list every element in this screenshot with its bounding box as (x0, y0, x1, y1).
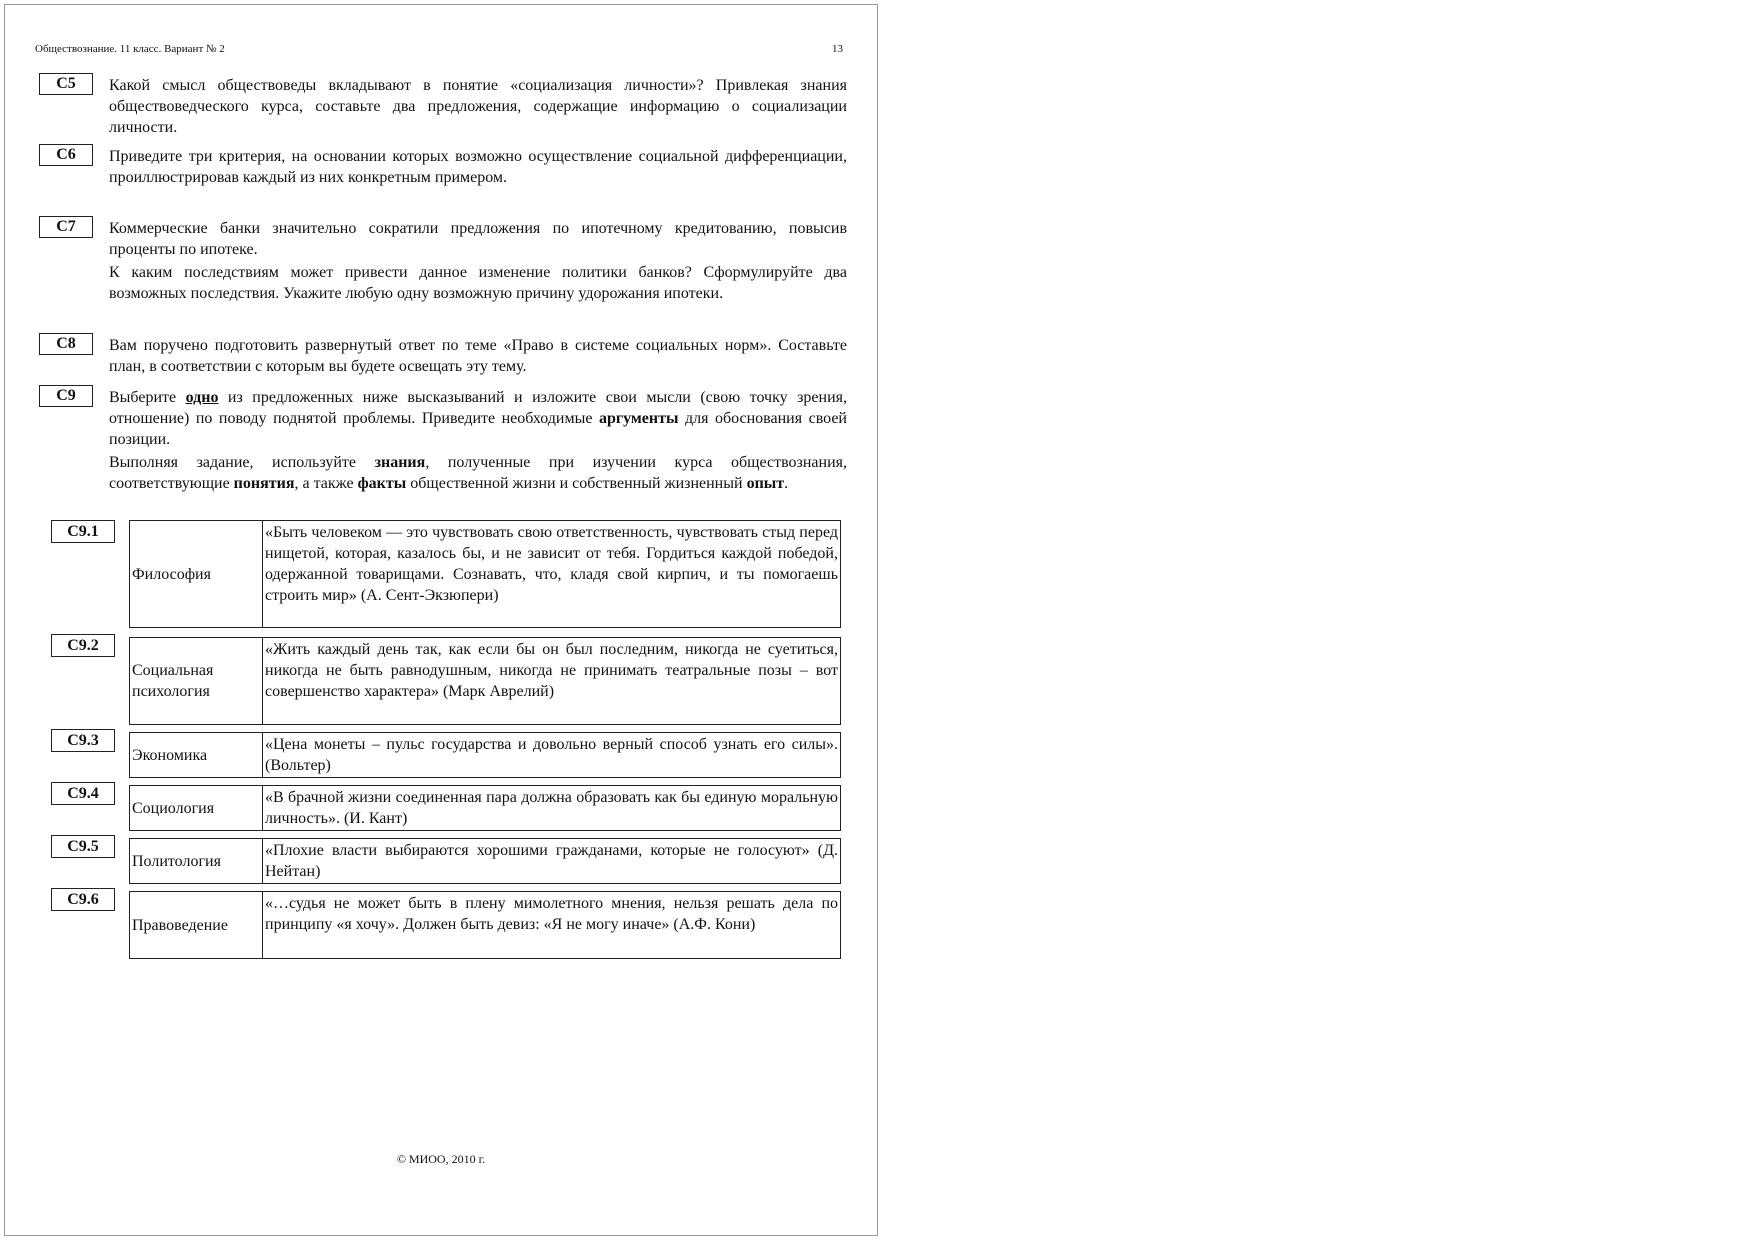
topic-cell: Социальная психология (130, 638, 263, 724)
text-run: Выберите (109, 389, 186, 406)
topic-cell: Социология (130, 786, 263, 830)
page-header (35, 43, 843, 55)
subtask-label: C9.6 (51, 888, 115, 911)
task-paragraph: Вам поручено подготовить развернутый ответ по теме «Право в системе социальных норм». Составьте план, в соответствии с которым вы будете освещать эту тему. (109, 337, 847, 375)
text-run: общественной жизни и собственный жизненный (406, 475, 747, 492)
task-paragraph (109, 387, 847, 450)
text-run: из предложенных ниже высказываний и изложите свои мысли (свою точку зрения, отношение) по поводу поднятой проблемы. Приведите необходимые (109, 389, 848, 427)
emphasis-concepts: понятия (233, 475, 295, 492)
task-label: C9 (39, 385, 93, 407)
emphasis-knowledge: знания (374, 454, 426, 471)
task-paragraph: Какой смысл обществоведы вкладывают в понятие «социализация личности»? Привлекая знания обществоведческого курса, составьте два предложения, содержащие информацию о социализации личности. (109, 77, 847, 136)
topic-cell: Политология (130, 839, 263, 883)
task-text (109, 335, 847, 377)
topic-cell: Экономика (130, 733, 263, 777)
subtask-label: C9.5 (51, 835, 115, 858)
emphasis-experience: опыт (746, 475, 785, 492)
task-paragraph: К каким последствиям может привести данное изменение политики банков? Сформулируйте два возможных последствия. Укажите любую одну возможную причину удорожания ипотеки. (109, 264, 847, 302)
task-text (109, 387, 847, 494)
quote-table (129, 732, 841, 778)
task-paragraph: Коммерческие банки значительно сократили предложения по ипотечному кредитованию, повысив проценты по ипотеке. (109, 220, 847, 258)
text-run: , полученные при изучении курса обществознания, соответствующие (109, 454, 847, 492)
topic-cell: Философия (130, 521, 263, 627)
page-footer: © МИОО, 2010 г. (396, 1152, 486, 1166)
quote-table (129, 838, 841, 884)
task-label: C5 (39, 73, 93, 95)
quote-table (129, 891, 841, 959)
text-run: для обоснования своей позиции. (109, 410, 847, 448)
task-label: C6 (39, 144, 93, 166)
subtask-label: C9.1 (51, 520, 115, 543)
quote-cell: «Цена монеты – пульс государства и довольно верный способ узнать его силы». (Вольтер) (265, 736, 838, 774)
quote-table (129, 637, 841, 725)
subtask-label: C9.2 (51, 634, 115, 657)
task-label: C8 (39, 333, 93, 355)
task-text (109, 146, 847, 188)
document-page (4, 4, 878, 1236)
task-paragraph (109, 452, 847, 494)
quote-cell: «Плохие власти выбираются хорошими гражданами, которые не голосуют» (Д. Нейтан) (265, 842, 838, 880)
task-text (109, 75, 847, 138)
text-run: . (784, 475, 789, 492)
text-run: , а также (294, 475, 358, 492)
task-text (109, 218, 847, 304)
quote-cell: «Жить каждый день так, как если бы он был последним, никогда не суетиться, никогда не быть равнодушным, никогда не принимать театральные позы – вот совершенство характера» (Марк Аврелий) (265, 641, 838, 700)
task-paragraph: Приведите три критерия, на основании которых возможно осуществление социальной дифференциации, проиллюстрировав каждый из них конкретным примером. (109, 148, 847, 186)
quote-cell: «Быть человеком — это чувствовать свою ответственность, чувствовать стыд перед нищетой, которая, казалось бы, и не зависит от тебя. Гордиться каждой победой, одержанной товарищами. Сознавать, что, кладя свой кирпич, и ты помогаешь строить мир» (А. Сент-Экзюпери) (265, 524, 838, 604)
quote-cell: «В брачной жизни соединенная пара должна образовать как бы единую моральную личность». (И. Кант) (265, 789, 838, 827)
quote-table (129, 785, 841, 831)
emphasis-one: одно (185, 389, 219, 406)
subtask-label: C9.4 (51, 782, 115, 805)
quote-cell: «…судья не может быть в плену мимолетного мнения, нельзя решать дела по принципу «я хочу». Должен быть девиз: «Я не могу иначе» (А.Ф. Кони) (265, 895, 838, 933)
task-label: C7 (39, 216, 93, 238)
page-number: 13 (832, 43, 843, 55)
quote-table (129, 520, 841, 628)
emphasis-arguments: аргументы (598, 410, 679, 427)
header-title: Обществознание. 11 класс. Вариант № 2 (35, 43, 225, 55)
text-run: Выполняя задание, используйте (109, 454, 375, 471)
topic-cell: Правоведение (130, 892, 263, 958)
subtask-label: C9.3 (51, 729, 115, 752)
emphasis-facts: факты (357, 475, 407, 492)
